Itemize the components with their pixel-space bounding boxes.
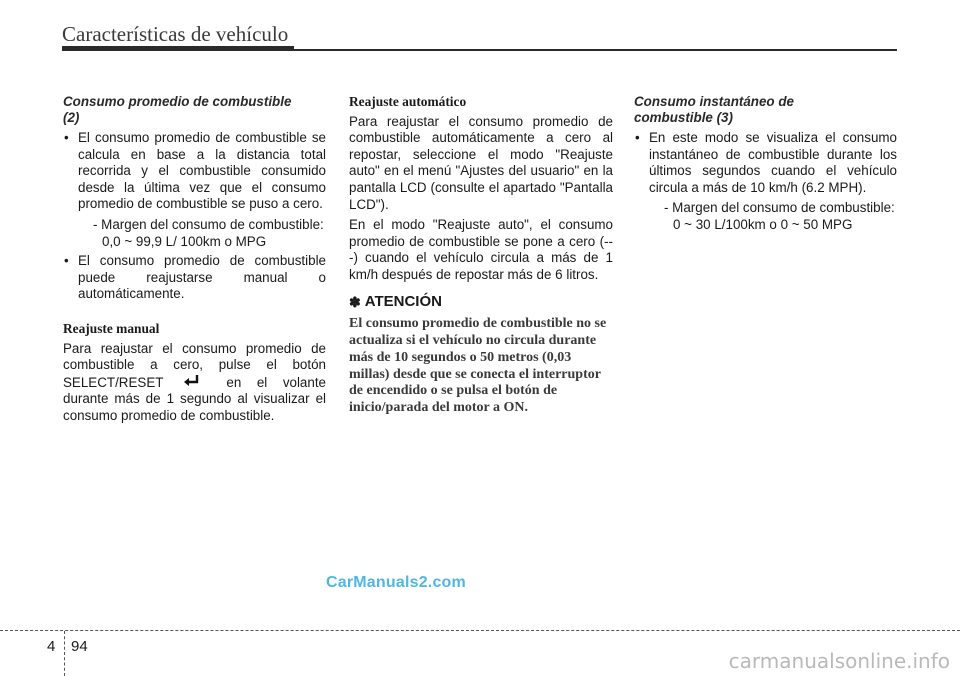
heading-line: (2) — [63, 110, 80, 125]
bullet-text: El consumo promedio de combustible se calcula en base a la distancia total recorrida y el combustible consumido desde la última vez que el consumo promedio de combustible se puso a cero. — [78, 130, 326, 212]
header-rule-thick — [62, 46, 294, 51]
paragraph: Para reajustar el consumo promedio de combustible automáticamente a cero al repostar, seleccione el modo "Reajuste auto" en el menú "Ajustes del usuario" en la pantalla LCD (consulte el apartado "Pantalla LCD"). — [349, 113, 613, 212]
attention-label: ATENCIÓN — [364, 292, 442, 310]
heading-line: combustible (3) — [634, 110, 733, 125]
section-heading-instant-consumption — [634, 94, 897, 126]
watermark-link[interactable]: CarManuals2.com — [326, 574, 466, 591]
column-right — [634, 94, 897, 237]
heading-line: Consumo instantáneo de — [634, 94, 794, 109]
enter-return-icon — [183, 374, 201, 388]
header-rule-thin — [294, 49, 897, 51]
column-middle — [349, 94, 613, 417]
section-heading-average-consumption — [63, 94, 326, 126]
asterisk-icon: ✽ — [349, 293, 361, 310]
column-left — [63, 94, 326, 429]
paragraph-text: Para reajustar el consumo promedio de combustible a cero, pulse el botón SELECT/RESET — [63, 340, 326, 390]
bullet-icon: • — [64, 253, 69, 269]
footer-watermark: carmanualsonline.info — [728, 649, 950, 673]
bullet-item — [634, 130, 897, 196]
paragraph-text: en el volante durante más de 1 segundo al visualizar el consumo promedio de combustible. — [63, 374, 326, 423]
dash-item: - Margen del consumo de combustible: 0 ~ 30 L/100km o 0 ~ 50 MPG — [664, 200, 895, 232]
page-number-separator — [64, 631, 65, 676]
heading-line: Consumo promedio de combustible — [63, 94, 292, 109]
section-number: 4 — [47, 638, 56, 655]
bullet-icon: • — [64, 130, 69, 145]
bullet-item — [63, 130, 326, 213]
page-header-title: Características de vehículo — [62, 22, 289, 46]
bullet-text: En este modo se visualiza el consumo instantáneo de combustible durante los últimos segundos cuando el vehículo circula a más de 10 km/h (6.2 MPH). — [649, 130, 897, 195]
dash-item: - Margen del consumo de combustible: 0,0 ~ 99,9 L/ 100km o MPG — [93, 216, 324, 249]
section-heading-manual-reset: Reajuste manual — [63, 320, 160, 336]
page-number: 94 — [71, 638, 88, 655]
footer-rule — [0, 630, 960, 631]
bullet-icon: • — [635, 130, 640, 145]
bullet-text: El consumo promedio de combustible puede reajustarse manual o automáticamente. — [78, 253, 326, 302]
attention-text: El consumo promedio de combustible no se actualiza si el vehículo no circula durante más de 10 segundos o 50 metros (0,03 millas) desde que se conecta el interruptor de encendido o se pulsa el botón de inicio/parada del motor a ON. — [349, 316, 607, 416]
section-heading-auto-reset: Reajuste automático — [349, 94, 467, 109]
attention-heading — [349, 294, 613, 311]
manual-reset-text — [63, 341, 326, 425]
paragraph: En el modo "Reajuste auto", el consumo promedio de combustible se pone a cero (---) cuando el vehículo circula a más de 1 km/h después de repostar más de 6 litros. — [349, 217, 613, 282]
bullet-item — [63, 253, 326, 303]
